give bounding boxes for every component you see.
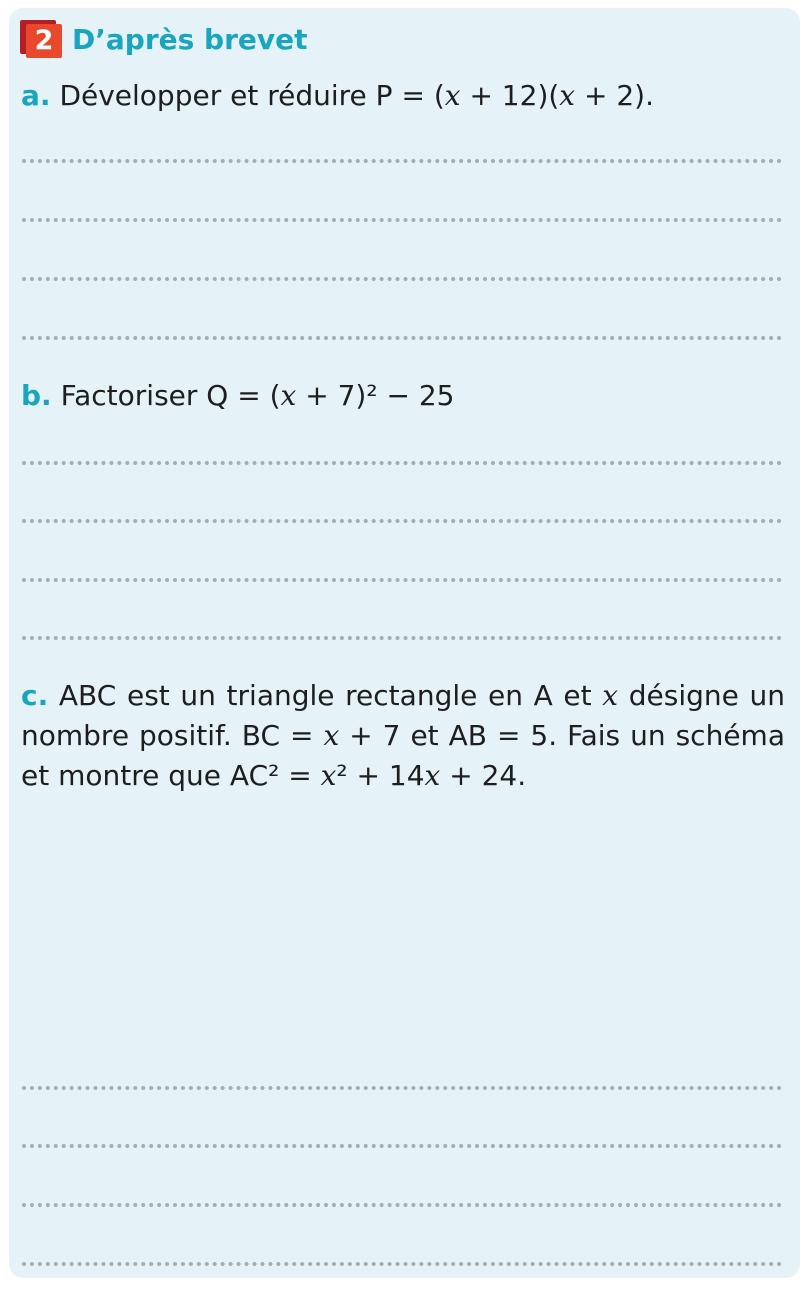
question-b-letter: b.: [21, 379, 52, 412]
variable-x: x: [323, 719, 340, 752]
exercise-number-badge: [20, 20, 62, 58]
exercise-title: D’après brevet: [72, 23, 308, 56]
answer-line-c-4[interactable]: [22, 1262, 782, 1266]
question-a: [21, 76, 654, 116]
answer-line-c-3[interactable]: [22, 1203, 782, 1207]
question-c-text: ABC est un triangle rectangle en A et x désigne un nombre positif. BC = x + 7 et AB = 5. Fais un schéma et montre que AC² = x² + 14x + 24.: [21, 679, 786, 792]
variable-x: x: [602, 679, 619, 712]
variable-x: x: [444, 79, 461, 112]
variable-x: x: [424, 759, 441, 792]
question-c-letter: c.: [21, 679, 49, 712]
question-c: [21, 676, 785, 796]
answer-line-b-1[interactable]: [22, 461, 782, 465]
answer-line-a-3[interactable]: [22, 277, 782, 281]
variable-x: x: [559, 79, 576, 112]
answer-line-a-1[interactable]: [22, 159, 782, 163]
variable-x: x: [320, 759, 337, 792]
question-b-text: Factoriser Q = (x + 7)² − 25: [60, 379, 455, 412]
answer-line-a-2[interactable]: [22, 218, 782, 222]
answer-line-b-2[interactable]: [22, 519, 782, 523]
answer-line-b-4[interactable]: [22, 636, 782, 640]
exercise-number: 2: [26, 24, 62, 58]
question-a-text: Développer et réduire P = (x + 12)(x + 2).: [59, 79, 654, 112]
question-a-letter: a.: [21, 79, 51, 112]
answer-line-a-4[interactable]: [22, 336, 782, 340]
question-b: [21, 376, 454, 416]
answer-line-b-3[interactable]: [22, 578, 782, 582]
answer-line-c-2[interactable]: [22, 1144, 782, 1148]
answer-line-c-1[interactable]: [22, 1086, 782, 1090]
variable-x: x: [280, 379, 297, 412]
